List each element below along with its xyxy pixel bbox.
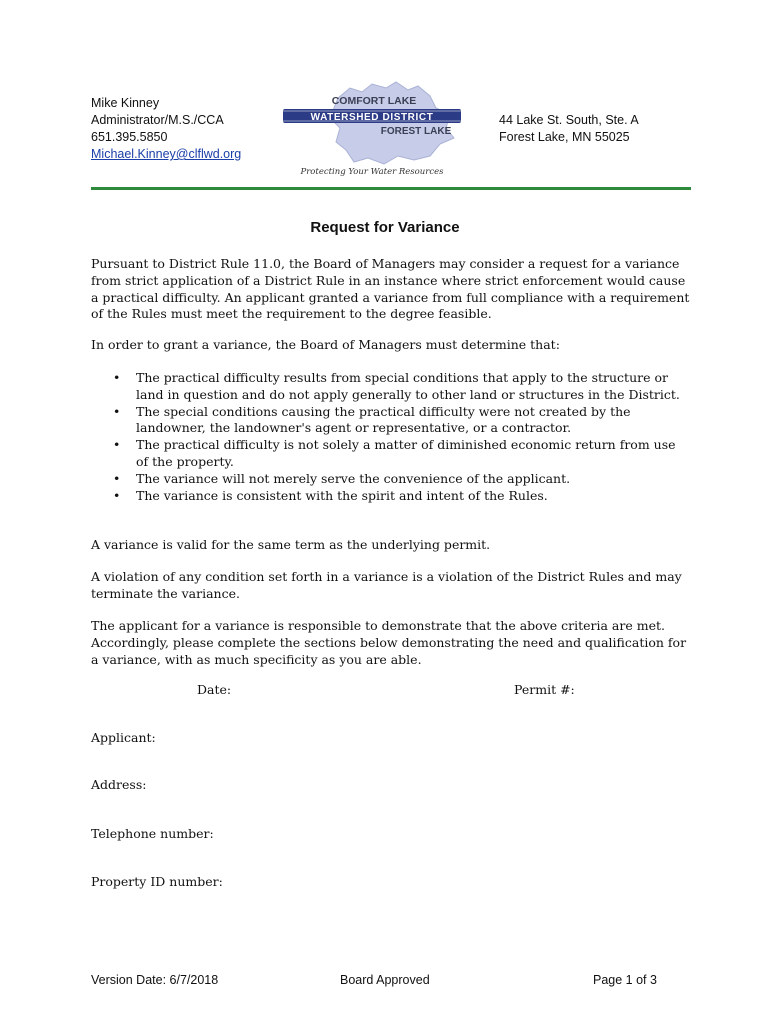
address-street: 44 Lake St. South, Ste. A [499,113,639,127]
bullet-icon: • [113,437,121,453]
telephone-field-label[interactable]: Telephone number: [91,826,214,841]
criteria-lead: In order to grant a variance, the Board of Managers must determine that: [91,337,560,352]
criteria-text: The practical difficulty results from special conditions that apply to the structure or land in question and do not apply generally to other land or structures in the District. [136,370,680,402]
bullet-icon: • [113,487,121,503]
responsibility-paragraph: The applicant for a variance is responsible to demonstrate that the above criteria are met. Accordingly, please complete the sections below demonstrating the need and qualification for a variance, with as much specificity as you are able. [91,618,687,667]
property-id-field-label[interactable]: Property ID number: [91,874,223,889]
contact-block-right [499,112,639,146]
violation-paragraph: A violation of any condition set forth in a variance is a violation of the District Rules and may terminate the variance. [91,569,682,601]
logo-line2: WATERSHED DISTRICT [310,112,434,123]
document-title: Request for Variance [310,219,460,236]
logo-line1: COMFORT LAKE [331,95,417,107]
bullet-icon: • [113,403,121,419]
criteria-list [91,370,691,504]
address-field-label[interactable]: Address: [91,777,147,792]
bullet-icon: • [113,370,121,385]
date-field-label[interactable]: Date: [197,682,232,697]
header-divider [91,187,691,190]
contact-title: Administrator/M.S./CCA [91,113,224,127]
contact-block-left [91,95,241,163]
contact-phone: 651.395.5850 [91,130,168,144]
criteria-text: The special conditions causing the practical difficulty were not created by the landowner, the landowner's agent or representative, or a contractor. [136,403,631,436]
criteria-text: The variance is consistent with the spirit and intent of the Rules. [136,487,548,503]
bullet-icon: • [113,470,121,486]
criteria-text: The practical difficulty is not solely a matter of diminished economic return from use of the property. [136,437,676,469]
list-item [91,370,691,404]
list-item [91,471,691,488]
contact-email-link[interactable]: Michael.Kinney@clflwd.org [91,147,242,161]
validity-paragraph: A variance is valid for the same term as the underlying permit. [91,537,491,552]
district-logo [280,78,465,178]
list-item [91,488,691,505]
list-item [91,437,691,471]
permit-field-label[interactable]: Permit #: [514,682,575,697]
list-item [91,404,691,438]
intro-paragraph: Pursuant to District Rule 11.0, the Board of Managers may consider a request for a variance from strict application of a District Rule in an instance where strict enforcement would cause a practical difficulty. An applicant granted a variance from full compliance with a requirement of the Rules must meet the requirement to the degree feasible. [91,256,690,322]
footer-version-date: Version Date: 6/7/2018 [91,973,219,987]
footer-page-number: Page 1 of 3 [593,973,657,987]
applicant-field-label[interactable]: Applicant: [91,730,156,745]
watershed-map-logo-icon [280,78,465,178]
logo-tagline: Protecting Your Water Resources [300,167,444,177]
address-city: Forest Lake, MN 55025 [499,130,630,144]
logo-line3: FOREST LAKE [380,126,452,137]
footer-board-approved: Board Approved [340,973,430,987]
contact-name: Mike Kinney [91,96,160,110]
criteria-text: The variance will not merely serve the convenience of the applicant. [136,470,571,486]
